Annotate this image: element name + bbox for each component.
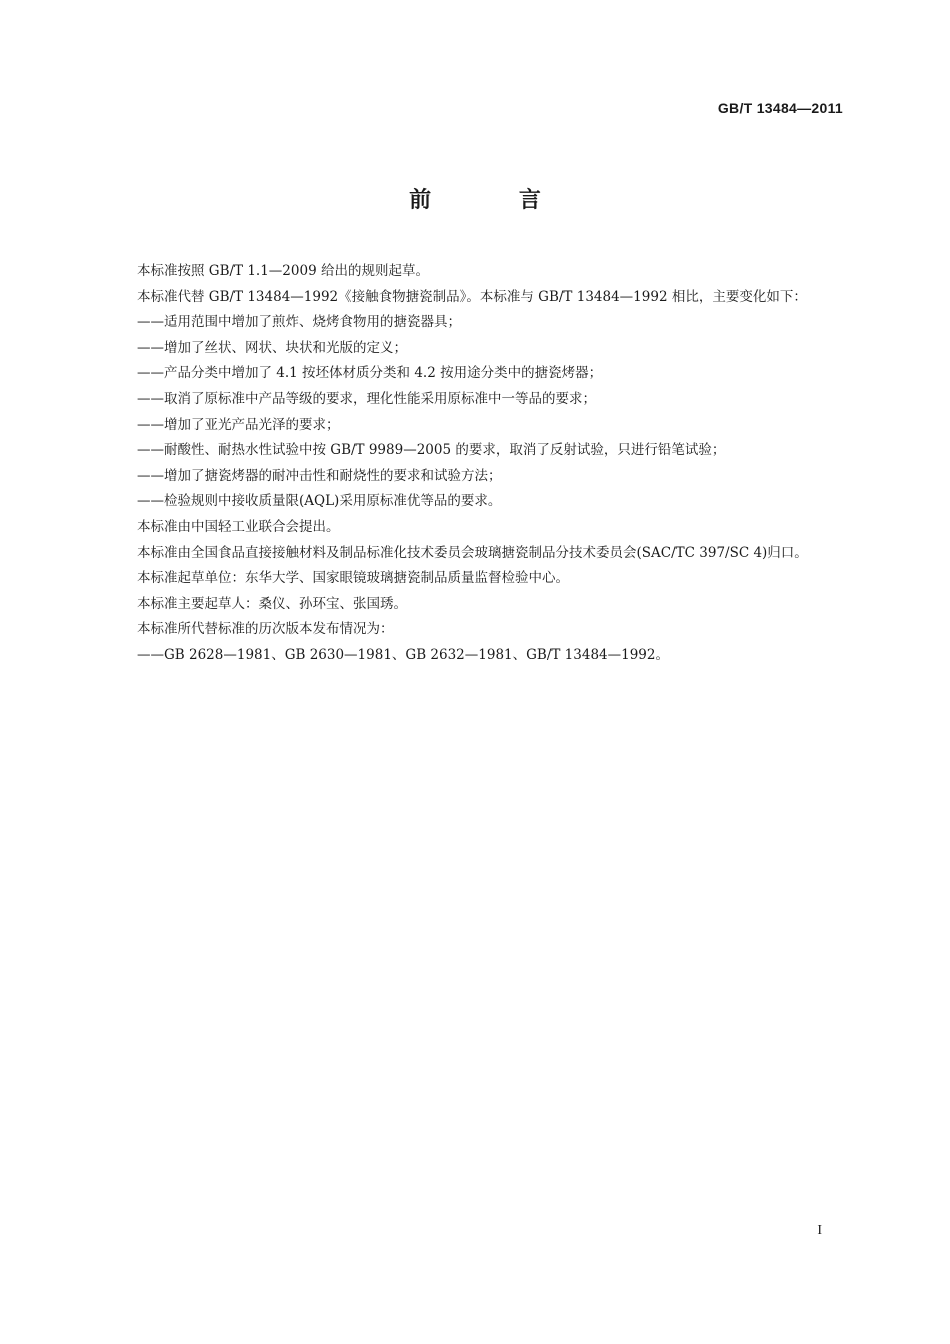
standard-number: GB/T 13484—2011 (717, 100, 843, 116)
change-item: ——增加了搪瓷烤器的耐冲击性和耐烧性的要求和试验方法； (137, 467, 502, 484)
change-item: ——耐酸性、耐热水性试验中按 GB/T 9989—2005 的要求，取消了反射试验，只进行铅笔试验； (137, 442, 726, 459)
page-title: 前 言 (409, 188, 581, 213)
change-item: ——产品分类中增加了 4.1 按坯体材质分类和 4.2 按用途分类中的搪瓷烤器； (137, 365, 603, 382)
paragraph-proposer: 本标准由中国轻工业联合会提出。 (137, 518, 340, 535)
change-item: ——取消了原标准中产品等级的要求，理化性能采用原标准中一等品的要求； (137, 390, 596, 407)
change-item: ——增加了亚光产品光泽的要求； (137, 416, 340, 433)
previous-edition-item: ——GB 2628—1981、GB 2630—1981、GB 2632—1981、GB/T 13484—1992。 (137, 646, 669, 663)
change-item: ——增加了丝状、网状、块状和光版的定义； (137, 339, 407, 356)
paragraph-previous-editions: 本标准所代替标准的历次版本发布情况为： (137, 621, 394, 638)
page-number: I (817, 1223, 822, 1238)
paragraph-drafters: 本标准主要起草人：桑仪、孙环宝、张国琇。 (137, 595, 407, 612)
paragraph-administrator: 本标准由全国食品直接接触材料及制品标准化技术委员会玻璃搪瓷制品分技术委员会(SAC/TC 397/SC 4)归口。 (137, 544, 808, 561)
change-item: ——适用范围中增加了煎炸、烧烤食物用的搪瓷器具； (137, 314, 461, 331)
paragraph-drafting-units: 本标准起草单位：东华大学、国家眼镜玻璃搪瓷制品质量监督检验中心。 (137, 570, 569, 587)
paragraph-drafting-rules: 本标准按照 GB/T 1.1—2009 给出的规则起草。 (137, 263, 429, 279)
change-item: ——检验规则中接收质量限(AQL)采用原标准优等品的要求。 (137, 493, 502, 510)
foreword-body (109, 259, 846, 669)
paragraph-replacement: 本标准代替 GB/T 13484—1992《接触食物搪瓷制品》。本标准与 GB/T 13484—1992 相比，主要变化如下： (137, 288, 807, 305)
